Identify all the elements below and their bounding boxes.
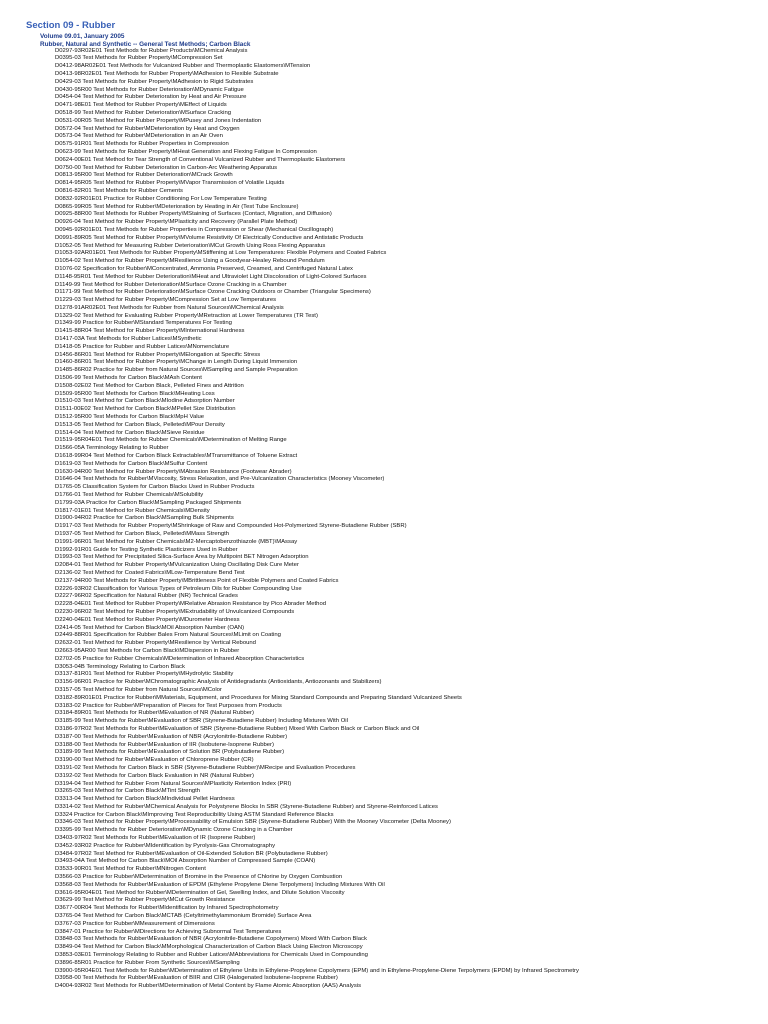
standard-entry: D0572-04 Test Method for Rubber\MDeterioration by Heat and Oxygen: [55, 125, 240, 132]
standard-entry: D3629-99 Test Method for Rubber Property\MCut Growth Resistance: [55, 897, 235, 904]
standard-entry: D3265-03 Test Method for Carbon Black\MTint Strength: [55, 788, 201, 795]
standard-entry: D0925-88R00 Test Methods for Rubber Property\MStaining of Surfaces (Contact, Migration, and Diffusion): [55, 211, 332, 218]
standard-entry: D0945-92R01E01 Test Methods for Rubber Properties in Compression or Shear (Mechanical Oscillograph): [55, 226, 334, 233]
standard-entry: D1415-88R04 Test Method for Rubber Property\MInternational Hardness: [55, 328, 245, 335]
standard-entry: D3848-03 Test Methods for Rubber\MEvaluation of NBR (Acrylonitrile-Butadiene Copolymers) Mixed With Carbon Black: [55, 936, 367, 943]
standard-entry: D3192-02 Test Methods for Carbon Black Evaluation in NR (Natural Rubber): [55, 772, 254, 779]
standard-entry: D3849-04 Test Method for Carbon Black\MMorphological Characterization of Carbon Black Using Electron Microscopy: [55, 944, 363, 951]
standard-entry: D0518-99 Test Method for Rubber Deterioration\MSurface Cracking: [55, 109, 232, 116]
standard-entry: D3157-05 Test Method for Rubber from Natural Sources\MColor: [55, 686, 222, 693]
standard-entry: D0471-98E01 Test Method for Rubber Property\MEffect of Liquids: [55, 102, 227, 109]
standard-entry: D1456-86R01 Test Method for Rubber Property\MElongation at Specific Stress: [55, 351, 261, 358]
standard-entry: D0413-98R02E01 Test Methods for Rubber Property\MAdhesion to Flexible Substrate: [55, 70, 279, 77]
standard-entry: D1506-99 Test Methods for Carbon Black\MAsh Content: [55, 375, 202, 382]
standard-entry: D1519-95R04E01 Test Methods for Rubber Chemicals\MDetermination of Melting Range: [55, 437, 287, 444]
standard-entry: D0624-00E01 Test Method for Tear Strength of Conventional Vulcanized Rubber and Thermoplastic Elastomers: [55, 156, 346, 163]
standard-entry: D3958-00 Test Methods for Rubber\MEvaluation of BIIR and CIIR (Halogenated Isobutene-Isoprene Rubber): [55, 975, 338, 982]
standard-entry: D3452-93R02 Practice for Rubber\MIdentification by Pyrolysis-Gas Chromatography: [55, 842, 276, 849]
standard-entry: D3484-97R02 Test Method for Rubber\MEvaluation of Oil-Extended Solution BR (Polybutadiene Rubber): [55, 850, 328, 857]
standard-entry: D1646-04 Test Methods for Rubber\MViscosity, Stress Relaxation, and Pre-Vulcanization Characteristics (Mooney Viscometer): [55, 476, 385, 483]
standard-entry: D1817-01E01 Test Method for Rubber Chemicals\MDensity: [55, 507, 210, 514]
standard-entry: D1512-95R00 Test Methods for Carbon Black\MpH Value: [55, 414, 205, 421]
volume-title: Volume 09.01, January 2005: [40, 33, 125, 40]
standard-entry: D0297-93R02E01 Test Methods for Rubber Products\MChemical Analysis: [55, 47, 248, 54]
standard-entry: D1619-03 Test Methods for Carbon Black\MSulfur Content: [55, 460, 208, 467]
standard-entry: D3900-95R04E01 Test Methods for Rubber\MDetermination of Ethylene Units in Ethylene-Propylene Copolymers (EPM) and in Ethylene-Propylene-Diene Terpolymers (EPDM) by Infrared Spectrometry: [55, 967, 579, 974]
standard-entry: D1148-95R01 Test Method for Rubber Deterioration\MHeat and Ultraviolet Light Discoloration of Light-Colored Surfaces: [55, 273, 367, 280]
standard-entry: D3184-89R01 Test Methods for Rubber\MEvaluation of NR (Natural Rubber): [55, 710, 254, 717]
standard-entry: D0395-03 Test Methods for Rubber Property\MCompression Set: [55, 55, 223, 62]
standard-entry: D1460-86R01 Test Method for Rubber Property\MChange in Length During Liquid Immersion: [55, 359, 298, 366]
standard-entry: D1618-99R04 Test Method for Carbon Black Extractables\MTransmittance of Toluene Extract: [55, 453, 298, 460]
standards-list: [55, 48, 755, 991]
standard-entry: D3053-04B Terminology Relating to Carbon Black: [55, 663, 185, 670]
standard-entry: D3186-97R02 Test Methods for Rubber\MEvaluation of SBR (Styrene-Butadiene Rubber) Mixed With Carbon Black or Carbon Black and Oil: [55, 725, 420, 732]
standard-entry: D1052-05 Test Method for Measuring Rubber Deterioration\MCut Growth Using Ross Flexing Apparatus: [55, 242, 326, 249]
standard-entry: D0813-95R00 Test Method for Rubber Deterioration\MCrack Growth: [55, 172, 233, 179]
section-title: Section 09 - Rubber: [26, 20, 116, 31]
standard-entry: D2240-04E01 Test Method for Rubber Property\MDurometer Hardness: [55, 616, 240, 623]
standard-entry: D1900-94R02 Practice for Carbon Black\MSampling Bulk Shipments: [55, 515, 234, 522]
standard-entry: D1566-05A Terminology Relating to Rubber: [55, 445, 169, 452]
standard-entry: D1349-99 Practice for Rubber\MStandard Temperatures For Testing: [55, 320, 232, 327]
standard-entry: D1054-02 Test Method for Rubber Property\MResilience Using a Goodyear-Healey Rebound Pendulum: [55, 258, 325, 265]
standard-entry: D2084-01 Test Method for Rubber Property\MVulcanization Using Oscillating Disk Cure Meter: [55, 562, 299, 569]
standard-entry: D0454-04 Test Method for Rubber Deterioration by Heat and Air Pressure: [55, 94, 247, 101]
standard-entry: D1514-04 Test Method for Carbon Black\MSieve Residue: [55, 429, 205, 436]
standard-entry: D1992-91R01 Guide for Testing Synthetic Plasticizers Used in Rubber: [55, 546, 238, 553]
standard-entry: D2227-96R02 Specification for Natural Rubber (NR) Technical Grades: [55, 593, 238, 600]
standard-entry: D3324 Practice for Carbon Black\MImproving Test Reproducibility Using ASTM Standard Reference Blacks: [55, 811, 334, 818]
standard-entry: D0623-99 Test Methods for Rubber Property\MHeat Generation and Flexing Fatigue In Compression: [55, 148, 317, 155]
standard-entry: D1991-96R01 Test Method for Rubber Chemicals\M2-Mercaptobenzothiazole (MBT)\MAssay: [55, 538, 298, 545]
standard-entry: D0814-95R05 Test Method for Rubber Property\MVapor Transmission of Volatile Liquids: [55, 180, 285, 187]
standard-entry: D3183-02 Practice for Rubber\MPreparation of Pieces for Test Purposes from Products: [55, 702, 282, 709]
standard-entry: D1417-03A Test Methods for Rubber Latices\MSynthetic: [55, 336, 202, 343]
standard-entry: D0750-00 Test Method for Rubber Deterioration in Carbon-Arc Weathering Apparatus: [55, 164, 278, 171]
standard-entry: D1766-01 Test Method for Rubber Chemicals\MSolubility: [55, 492, 204, 499]
standard-entry: D1765-05 Classification System for Carbon Blacks Used in Rubber Products: [55, 484, 255, 491]
standard-entry: D1329-02 Test Method for Evaluating Rubber Property\MRetraction at Lower Temperatures (TR Test): [55, 312, 318, 319]
standard-entry: D3156-96R01 Practice for Rubber\MChromatographic Analysis of Antidegradants (Antioxidants, Antiozonants and Stabilizers): [55, 679, 382, 686]
standard-entry: D1993-03 Test Method for Precipitated Silica-Surface Area by Multipoint BET Nitrogen Adsorption: [55, 554, 309, 561]
standard-entry: D3616-95R04E01 Test Method for Rubber\MDetermination of Gel, Swelling Index, and Dilute Solution Viscosity: [55, 889, 345, 896]
standard-entry: D2414-05 Test Method for Carbon Black\MOil Absorption Number (OAN): [55, 624, 245, 631]
standard-entry: D3853-03E01 Terminology Relating to Rubber and Rubber Latices\MAbbreviations for Chemicals Used in Compounding: [55, 952, 368, 959]
standard-entry: D1171-99 Test Method for Rubber Deterioration\MSurface Ozone Cracking Outdoors or Chamber (Triangular Specimens): [55, 289, 371, 296]
standard-entry: D3395-99 Test Methods for Rubber Deterioration\MDynamic Ozone Cracking in a Chamber: [55, 827, 293, 834]
standard-entry: D0575-91R01 Test Methods for Rubber Properties in Compression: [55, 141, 229, 148]
standard-entry: D3194-04 Test Method for Rubber From Natural Sources\MPlasticity Retention Index (PRI): [55, 780, 292, 787]
standard-entry: D0573-04 Test Method for Rubber\MDeterioration in an Air Oven: [55, 133, 223, 140]
standard-entry: D2226-93R02 Classification for Various Types of Petroleum Oils for Rubber Compounding Use: [55, 585, 302, 592]
standard-entry: D1510-03 Test Method for Carbon Black\MIodine Adsorption Number: [55, 398, 235, 405]
standard-entry: D0865-99R05 Test Method for Rubber\MDeterioration by Heating in Air (Test Tube Enclosure): [55, 203, 299, 210]
standard-entry: D1149-99 Test Method for Rubber Deterioration\MSurface Ozone Cracking in a Chamber: [55, 281, 287, 288]
standard-entry: D3189-99 Test Methods for Rubber\MEvaluation of Solution BR (Polybutadiene Rubber): [55, 749, 285, 756]
standard-entry: D0926-04 Test Method for Rubber Property\MPlasticity and Recovery (Parallel Plate Method): [55, 219, 298, 226]
standard-entry: D2137-94R00 Test Methods for Rubber Property\MBrittleness Point of Flexible Polymers and Coated Fabrics: [55, 577, 339, 584]
standard-entry: D3765-04 Test Method for Carbon Black\MCTAB (Cetyltrimethylammonium Bromide) Surface Area: [55, 913, 312, 920]
standard-entry: D0991-89R05 Test Method for Rubber Property\MVolume Resistivity Of Electrically Conductive and Antistatic Products: [55, 234, 364, 241]
standard-entry: D0816-82R01 Test Methods for Rubber Cements: [55, 187, 183, 194]
standard-entry: D1513-05 Test Method for Carbon Black, Pelleted\MPour Density: [55, 421, 225, 428]
standard-entry: D2449-88R01 Specification for Rubber Bales From Natural Sources\MLimit on Coating: [55, 632, 281, 639]
standard-entry: D3185-99 Test Methods for Rubber\MEvaluation of SBR (Styrene-Butadiene Rubber) Including Mixtures With Oil: [55, 718, 348, 725]
standard-entry: D3533-90R01 Test Method for Rubber\MNitrogen Content: [55, 866, 206, 873]
standard-entry: D3137-81R01 Test Method for Rubber Property\MHydrolytic Stability: [55, 671, 234, 678]
standard-entry: D2702-05 Practice for Rubber Chemicals\MDetermination of Infrared Absorption Characteristics: [55, 655, 305, 662]
standard-entry: D2663-95AR00 Test Methods for Carbon Black\MDispersion in Rubber: [55, 647, 240, 654]
standard-entry: D3346-03 Test Method for Rubber Property\MProcessability of Emulsion SBR (Styrene-Butadiene Rubber) With the Mooney Viscometer (Delta Mooney): [55, 819, 451, 826]
standard-entry: D3182-89R01E01 Practice for Rubber\MMaterials, Equipment, and Procedures for Mixing Standard Compounds and Preparing Standard Vulcanized Sheets: [55, 694, 462, 701]
standard-entry: D1485-86R02 Practice for Rubber from Natural Sources\MSampling and Sample Preparation: [55, 367, 298, 374]
standard-entry: D1278-91AR02E01 Test Methods for Rubber from Natural Sources\MChemical Analysis: [55, 304, 284, 311]
standard-entry: D0430-95R00 Test Methods for Rubber Deterioration\MDynamic Fatigue: [55, 86, 244, 93]
standard-entry: D3191-02 Test Methods for Carbon Black in SBR (Styrene-Butadiene Rubber)\MRecipe and Evaluation Procedures: [55, 764, 356, 771]
standard-entry: D1053-92AR01E01 Test Methods for Rubber Property\MStiffening at Low Temperatures: Flexible Polymers and Coated Fabrics: [55, 250, 387, 257]
standard-entry: D2228-04E01 Test Method for Rubber Property\MRelative Abrasion Resistance by Pico Abrader Method: [55, 601, 327, 608]
standard-entry: D0832-92R01E01 Practice for Rubber Conditioning For Low Temperature Testing: [55, 195, 267, 202]
standard-entry: D1508-02E02 Test Method for Carbon Black, Pelleted Fines and Attrition: [55, 382, 244, 389]
standard-entry: D1229-03 Test Method for Rubber Property\MCompression Set at Low Temperatures: [55, 297, 277, 304]
standard-entry: D0531-00R05 Test Method for Rubber Property\MPusey and Jones Indentation: [55, 117, 262, 124]
standard-entry: D1511-00E02 Test Method for Carbon Black\MPellet Size Distribution: [55, 406, 236, 413]
standard-entry: D2136-02 Test Method for Coated Fabrics\MLow-Temperature Bend Test: [55, 569, 245, 576]
standard-entry: D1630-94R00 Test Method for Rubber Property\MAbrasion Resistance (Footwear Abrader): [55, 468, 292, 475]
standard-entry: D3677-00R04 Test Methods for Rubber\MIdentification by Infrared Spectrophotometry: [55, 905, 279, 912]
standard-entry: D3187-00 Test Methods for Rubber\MEvaluation of NBR (Acrylonitrile-Butadiene Rubber): [55, 733, 288, 740]
standard-entry: D4004-93R02 Test Methods for Rubber\MDetermination of Metal Content by Flame Atomic Absorption (AAS) Analysis: [55, 983, 362, 990]
standard-entry: D3313-04 Test Method for Carbon Black\MIndividual Pellet Hardness: [55, 796, 235, 803]
standard-entry: D2230-96R02 Test Method for Rubber Property\MExtrudability of Unvulcanized Compounds: [55, 608, 295, 615]
standard-entry: D3188-00 Test Methods for Rubber\MEvaluation of IIR (Isobutene-Isoprene Rubber): [55, 741, 274, 748]
standard-entry: D3190-00 Test Method for Rubber\MEvaluation of Chloroprene Rubber (CR): [55, 757, 254, 764]
standard-entry: D1799-03A Practice for Carbon Black\MSampling Packaged Shipments: [55, 499, 242, 506]
standard-entry: D1917-03 Test Methods for Rubber Property\MShrinkage of Raw and Compounded Hot-Polymerized Styrene-Butadiene Rubber (SBR): [55, 523, 407, 530]
standard-entry: D1076-02 Specification for Rubber\MConcentrated, Ammonia Preserved, Creamed, and Centrifuged Natural Latex: [55, 265, 353, 272]
standard-entry: D0412-98AR02E01 Test Methods for Vulcanized Rubber and Thermoplastic Elastomers\MTension: [55, 63, 311, 70]
standard-entry: D3568-03 Test Methods for Rubber\MEvaluation of EPDM (Ethylene Propylene Diene Terpolymers) Including Mixtures With Oil: [55, 881, 385, 888]
standard-entry: D0429-03 Test Methods for Rubber Property\MAdhesion to Rigid Substrates: [55, 78, 254, 85]
standard-entry: D3896-85R01 Practice for Rubber From Synthetic Sources\MSampling: [55, 959, 240, 966]
group-title: Rubber, Natural and Synthetic -- General Test Methods; Carbon Black: [40, 40, 251, 48]
standard-entry: D3566-03 Practice for Rubber\MDetermination of Bromine in the Presence of Chlorine by Oxygen Combustion: [55, 874, 343, 881]
standard-entry: D3847-01 Practice for Rubber\MDirections for Achieving Subnormal Test Temperatures: [55, 928, 282, 935]
standard-entry: D1418-05 Practice for Rubber and Rubber Latices\MNomenclature: [55, 343, 230, 350]
standard-entry: D1937-05 Test Method for Carbon Black, Pelleted\MMass Strength: [55, 531, 230, 537]
standard-entry: D3767-03 Practice for Rubber\MMeasurement of Dimensions: [55, 920, 215, 927]
standard-entry: D3314-02 Test Method for Rubber\MChemical Analysis for Polystyrene Blocks In SBR (Styrene-Butadiene Rubber) and Styrene-Reinforced Latices: [55, 803, 438, 810]
standard-entry: D3493-04A Test Method for Carbon Black\MOil Absorption Number of Compressed Sample (COAN): [55, 858, 316, 865]
standard-entry: D3403-97R02 Test Methods for Rubber\MEvaluation of IR (Isoprene Rubber): [55, 835, 256, 842]
standard-entry: D1509-95R00 Test Methods for Carbon Black\MHeating Loss: [55, 390, 215, 397]
standard-entry: D2632-01 Test Method for Rubber Property\MResilience by Vertical Rebound: [55, 640, 256, 647]
